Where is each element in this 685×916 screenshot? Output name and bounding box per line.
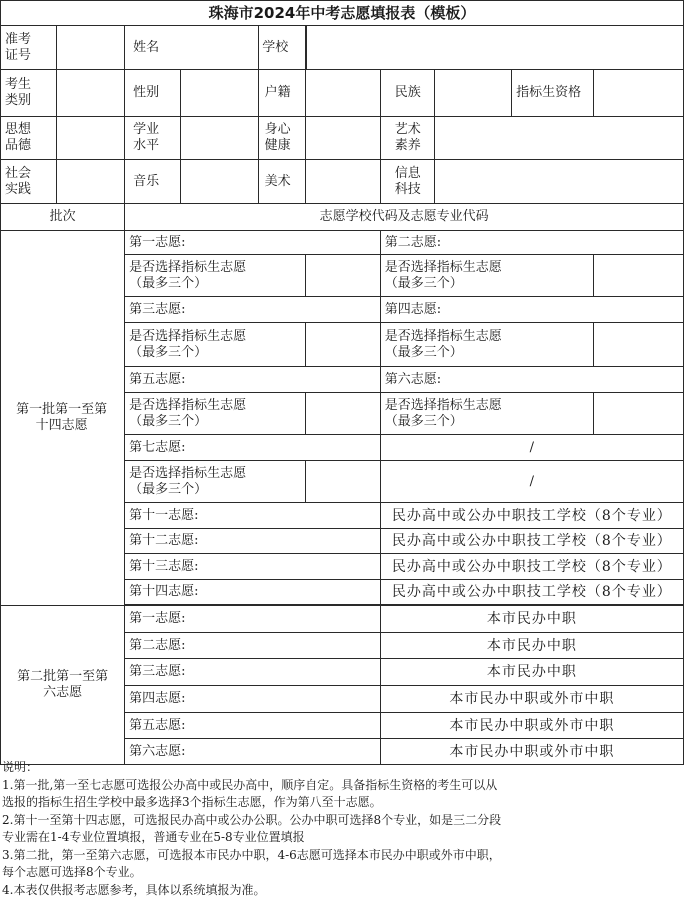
choice-12[interactable]: 第十二志愿: — [125, 529, 381, 554]
b2-choice-4[interactable]: 第四志愿: — [125, 686, 381, 713]
indicator-label-6: 是否选择指标生志愿 （最多三个） — [380, 393, 593, 435]
arts-field[interactable] — [434, 117, 683, 160]
choice-11[interactable]: 第十一志愿: — [125, 503, 381, 529]
choice-14[interactable]: 第十四志愿: — [125, 580, 381, 605]
ethnicity-field[interactable] — [434, 70, 512, 117]
health-field[interactable] — [306, 117, 381, 160]
gender-field[interactable] — [181, 70, 259, 117]
household-field[interactable] — [306, 70, 381, 117]
b2-choice-2[interactable]: 第二志愿: — [125, 633, 381, 659]
notes-section — [2, 759, 682, 899]
codes-header: 志愿学校代码及志愿专业代码 — [125, 204, 684, 231]
info-row-4 — [1, 160, 684, 204]
fine-arts-label: 美术 — [258, 160, 306, 204]
academic-level-label: 学业 水平 — [125, 117, 181, 160]
info-row-3 — [1, 117, 684, 160]
indicator-field-6[interactable] — [593, 393, 683, 435]
slash-1: / — [380, 435, 683, 461]
application-table — [0, 25, 684, 765]
exam-number-label: 准考 证号 — [1, 26, 57, 70]
note-line: 每个志愿可选择8个专业。 — [2, 865, 142, 879]
ethnicity-label: 民族 — [380, 70, 434, 117]
choice-3[interactable]: 第三志愿: — [125, 297, 381, 323]
batch-header: 批次 — [1, 204, 125, 231]
morality-label: 思想 品德 — [1, 117, 57, 160]
choice-14-note: 民办高中或公办中职技工学校（8个专业） — [380, 580, 683, 605]
batch-header-row — [1, 204, 684, 231]
b2-choice-3-note: 本市民办中职 — [380, 659, 683, 686]
indicator-field-1[interactable] — [306, 255, 381, 297]
indicator-label-3: 是否选择指标生志愿 （最多三个） — [125, 323, 306, 367]
school-label-cell — [262, 26, 684, 70]
form-title: 珠海市2024年中考志愿填报表（模板） — [0, 0, 684, 26]
b2-choice-3[interactable]: 第三志愿: — [125, 659, 381, 686]
social-practice-field[interactable] — [56, 160, 124, 204]
choice-7[interactable]: 第七志愿: — [125, 435, 381, 461]
b2-choice-6-note: 本市民办中职或外市中职 — [380, 739, 683, 765]
b2-choice-6[interactable]: 第六志愿: — [125, 739, 381, 765]
choice-6[interactable]: 第六志愿: — [380, 367, 683, 393]
choice-11-note: 民办高中或公办中职技工学校（8个专业） — [380, 503, 683, 529]
social-practice-label: 社会 实践 — [1, 160, 57, 204]
gender-label: 性别 — [125, 70, 181, 117]
indicator-label-5: 是否选择指标生志愿 （最多三个） — [125, 393, 306, 435]
note-line: 2.第十一至第十四志愿，可选报民办高中或公办公职。公办中职可选择8个专业，如是三二分段 — [2, 812, 502, 827]
name-label: 姓名 — [125, 26, 258, 70]
indicator-label-2: 是否选择指标生志愿 （最多三个） — [380, 255, 593, 297]
indicator-field-4[interactable] — [593, 323, 683, 367]
quota-eligibility-field[interactable] — [593, 70, 683, 117]
note-line: 1.第一批,第一至七志愿可选报公办高中或民办高中，顺序自定。具备指标生资格的考生可以从 — [2, 777, 498, 792]
music-field[interactable] — [181, 160, 259, 204]
school-label: 学校 — [254, 26, 307, 69]
student-category-field[interactable] — [56, 70, 124, 117]
indicator-field-3[interactable] — [306, 323, 381, 367]
choice-5[interactable]: 第五志愿: — [125, 367, 381, 393]
choice-12-note: 民办高中或公办中职技工学校（8个专业） — [380, 529, 683, 554]
notes-heading: 说明： — [2, 760, 39, 774]
household-label: 户籍 — [258, 70, 306, 117]
indicator-label-7: 是否选择指标生志愿 （最多三个） — [125, 461, 306, 503]
b2-choice-1[interactable]: 第一志愿: — [125, 606, 381, 633]
choice-1[interactable]: 第一志愿: — [125, 231, 381, 255]
slash-2: / — [380, 461, 683, 503]
morality-field[interactable] — [56, 117, 124, 160]
b2-choice-1-note: 本市民办中职 — [380, 606, 683, 633]
indicator-field-7[interactable] — [306, 461, 381, 503]
indicator-field-5[interactable] — [306, 393, 381, 435]
choice-13-note: 民办高中或公办中职技工学校（8个专业） — [380, 554, 683, 580]
choice-13[interactable]: 第十三志愿: — [125, 554, 381, 580]
b2-choice-5-note: 本市民办中职或外市中职 — [380, 713, 683, 739]
student-category-label: 考生 类别 — [1, 70, 57, 117]
exam-number-field[interactable] — [56, 26, 124, 70]
music-label: 音乐 — [125, 160, 181, 204]
indicator-label-4: 是否选择指标生志愿 （最多三个） — [380, 323, 593, 367]
batch1-label: 第一批第一至第 十四志愿 — [1, 231, 125, 606]
choice-4[interactable]: 第四志愿: — [380, 297, 683, 323]
info-row-1 — [1, 26, 684, 70]
indicator-label-1: 是否选择指标生志愿 （最多三个） — [125, 255, 306, 297]
academic-level-field[interactable] — [181, 117, 259, 160]
arts-label: 艺术 素养 — [380, 117, 434, 160]
b2-choice-5[interactable]: 第五志愿: — [125, 713, 381, 739]
quota-eligibility-label: 指标生资格 — [512, 70, 594, 117]
b1-row-1 — [1, 231, 684, 255]
b2-row-1 — [1, 606, 684, 633]
choice-2[interactable]: 第二志愿: — [380, 231, 683, 255]
note-line: 选报的指标生招生学校中最多选择3个指标生志愿，作为第八至十志愿。 — [2, 795, 382, 809]
note-line: 3.第二批，第一至第六志愿，可选报本市民办中职，4-6志愿可选择本市民办中职或外市中职， — [2, 847, 501, 862]
it-label: 信息 科技 — [380, 160, 434, 204]
note-line: 4.本表仅供报考志愿参考，具体以系统填报为准。 — [2, 882, 266, 897]
it-field[interactable] — [434, 160, 683, 204]
b2-choice-2-note: 本市民办中职 — [380, 633, 683, 659]
health-label: 身心 健康 — [258, 117, 306, 160]
batch2-label: 第二批第一至第 六志愿 — [1, 606, 125, 765]
fine-arts-field[interactable] — [306, 160, 381, 204]
note-line: 专业需在1-4专业位置填报，普通专业在5-8专业位置填报 — [2, 830, 305, 844]
info-row-2 — [1, 70, 684, 117]
indicator-field-2[interactable] — [593, 255, 683, 297]
b2-choice-4-note: 本市民办中职或外市中职 — [380, 686, 683, 713]
